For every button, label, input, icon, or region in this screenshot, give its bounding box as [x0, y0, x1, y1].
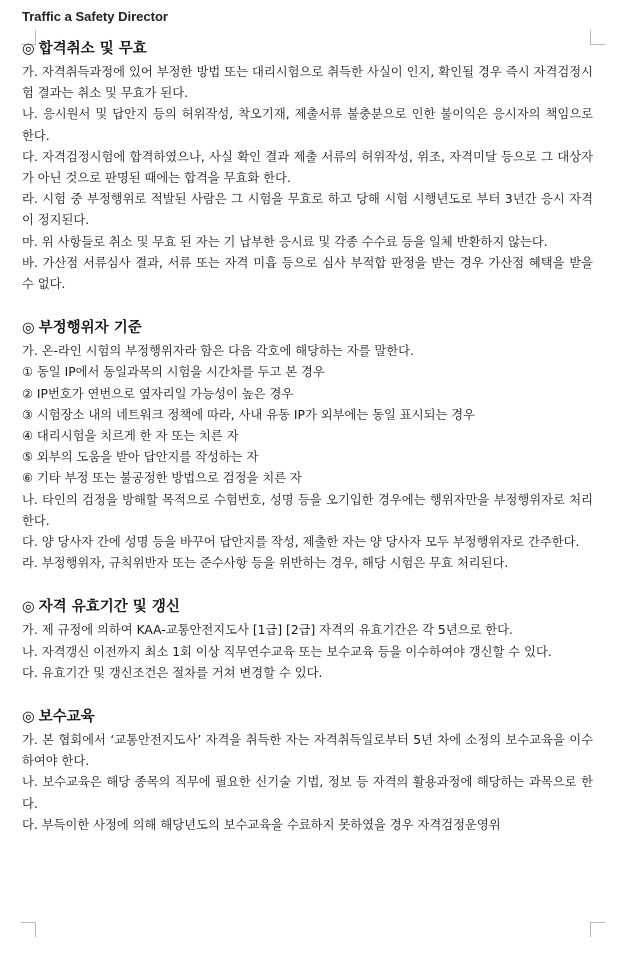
paragraph: 나. 타인의 검정을 방해할 목적으로 수험번호, 성명 등을 오기입한 경우에는 행위자만을 부정행위자로 처리한다.	[22, 492, 593, 528]
paragraph: 가. 자격취득과정에 있어 부정한 방법 또는 대리시험으로 취득한 사실이 인지, 확인될 경우 즉시 자격검정시험 결과는 취소 및 무효가 된다.	[22, 65, 593, 101]
paragraph: 다. 양 당사자 간에 성명 등을 바꾸어 답안지를 작성, 제출한 자는 양 당사자 모두 부정행위자로 간주한다.	[22, 535, 580, 550]
section-misconduct-criteria	[22, 317, 593, 574]
section-heading-text: 보수교육	[38, 709, 95, 726]
crop-mark-bottom-left	[21, 922, 36, 937]
paragraph: 가. 본 협회에서 ‘교통안전지도사’ 자격을 취득한 자는 자격취득일로부터 5년 차에 소정의 보수교육을 이수하여야 한다.	[22, 733, 593, 769]
section-cancellation	[22, 38, 593, 295]
bullseye-icon: ◎	[22, 709, 35, 726]
list-item: ① 동일 IP에서 동일과목의 시험을 시간차를 두고 본 경우	[22, 365, 325, 380]
bullseye-icon: ◎	[22, 41, 35, 57]
section-validity-renewal	[22, 596, 593, 684]
paragraph: 바. 가산점 서류심사 결과, 서류 또는 자격 미흡 등으로 심사 부적합 판정을 받는 경우 가산점 혜택을 받을 수 없다.	[22, 255, 593, 292]
paragraph: 라. 시험 중 부정행위로 적발된 사람은 그 시험을 무효로 하고 당해 시험 시행년도로 부터 3년간 응시 자격이 정지된다.	[22, 192, 593, 228]
paragraph: 나. 보수교육은 해당 종목의 직무에 필요한 신기술 기법, 정보 등 자격의 활용과정에 해당하는 과목으로 한다.	[22, 775, 593, 811]
bullseye-icon: ◎	[22, 320, 35, 337]
list-item: ③ 시험장소 내의 네트워크 정책에 따라, 사내 유동 IP가 외부에는 동일 표시되는 경우	[22, 407, 476, 422]
paragraph: 다. 유효기간 및 갱신조건은 절차를 거쳐 변경할 수 있다.	[22, 665, 323, 680]
section-heading	[22, 706, 593, 728]
paragraph: 마. 위 사항들로 취소 및 무효 된 자는 기 납부한 응시료 및 각종 수수료 등을 일체 반환하지 않는다.	[22, 234, 548, 249]
list-item: ② IP번호가 연번으로 옆자리일 가능성이 높은 경우	[22, 386, 294, 401]
list-item: ⑤ 외부의 도움을 받아 답안지를 작성하는 자	[22, 450, 259, 465]
paragraph: 나. 자격갱신 이전까지 최소 1회 이상 직무연수교육 또는 보수교육 등을 이수하여야 갱신할 수 있다.	[22, 644, 552, 659]
document-header-title: Traffic a Safety Director	[22, 9, 168, 24]
document-body	[22, 38, 593, 858]
crop-mark-bottom-right	[590, 922, 605, 937]
paragraph: 나. 응시원서 및 답안지 등의 허위작성, 착오기재, 제출서류 불충분으로 인한 불이익은 응시자의 책임으로 한다.	[22, 107, 593, 143]
paragraph: 다. 부득이한 사정에 의해 해당년도의 보수교육을 수료하지 못하였을 경우 자격검정운영위	[22, 817, 501, 832]
paragraph: 다. 자격검정시험에 합격하였으나, 사실 확인 결과 제출 서류의 허위작성, 위조, 자격미달 등으로 그 대상자가 아닌 것으로 판명된 때에는 합격을 무효화 한다.	[22, 149, 593, 186]
list-item: ④ 대리시험을 치르게 한 자 또는 치른 자	[22, 429, 239, 444]
bullseye-icon: ◎	[22, 599, 35, 616]
section-heading	[22, 596, 593, 618]
section-refresher-training	[22, 706, 593, 836]
section-heading-text: 합격취소 및 무효	[38, 41, 147, 57]
paragraph: 가. 제 규정에 의하여 KAA-교통안전지도사 [1급] [2급] 자격의 유효기간은 각 5년으로 한다.	[22, 623, 513, 638]
paragraph: 라. 부정행위자, 규칙위반자 또는 준수사항 등을 위반하는 경우, 해당 시험은 무효 처리된다.	[22, 556, 509, 571]
section-heading	[22, 38, 593, 60]
list-item: ⑥ 기타 부정 또는 불공정한 방법으로 검정을 치른 자	[22, 471, 302, 486]
section-heading-text: 자격 유효기간 및 갱신	[38, 599, 180, 616]
section-heading	[22, 317, 593, 339]
section-heading-text: 부정행위자 기준	[38, 320, 142, 337]
paragraph: 가. 온-라인 시험의 부정행위자라 함은 다음 각호에 해당하는 자를 말한다.	[22, 344, 414, 359]
